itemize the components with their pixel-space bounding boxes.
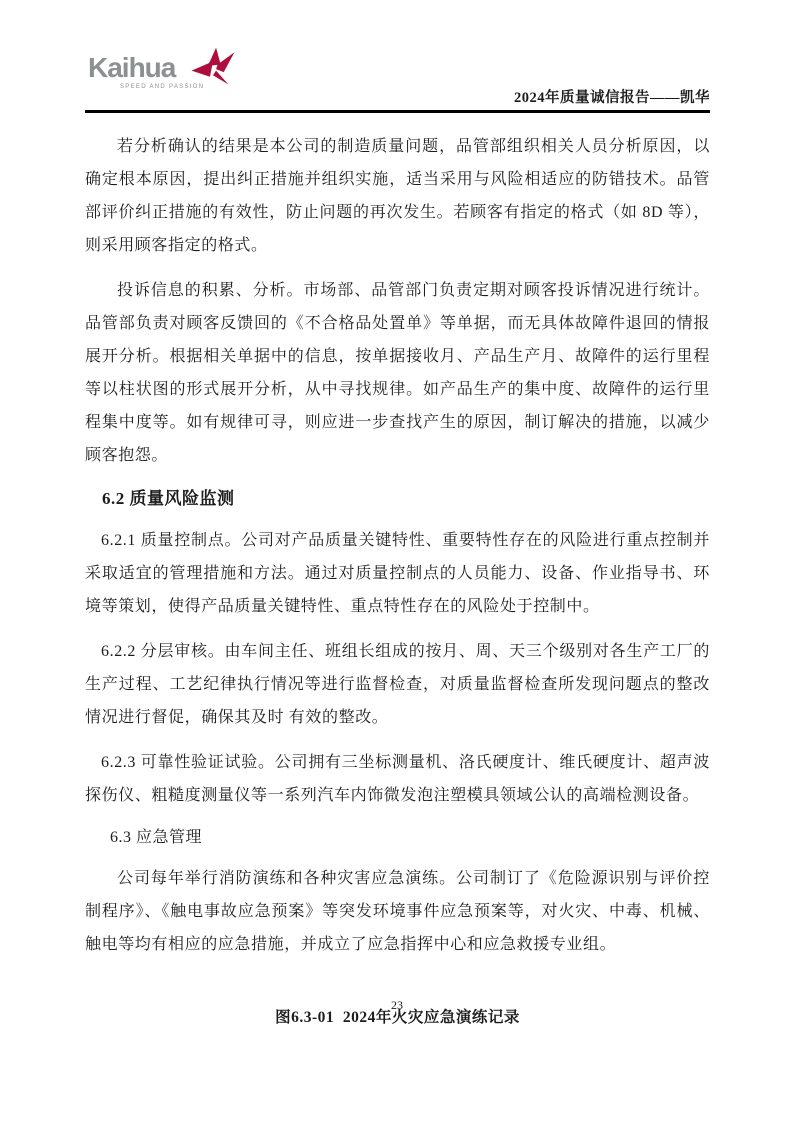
- paragraph-6-2-3-reliability-verification: 6.2.3 可靠性验证试验。公司拥有三坐标测量机、洛氏硬度计、维氏硬度计、超声波探伤仪、粗糙度测量仪等一系列汽车内饰微发泡注塑模具领域公认的高端检测设备。: [85, 754, 710, 804]
- section-heading-6-2: 6.2 质量风险监测: [102, 489, 235, 508]
- figure-caption-6-3-01: 图6.3-01 2024年火灾应急演练记录: [275, 1009, 520, 1026]
- paragraph-6-2-2-layered-audit: 6.2.2 分层审核。由车间主任、班组长组成的按月、周、天三个级别对各生产工厂的生产过程、工艺纪律执行情况等进行监督检查，对质量监督检查所发现问题点的整改情况进行督促，确保其及时 有效的整改。: [85, 643, 710, 726]
- kaihua-logo: [88, 53, 214, 90]
- logo-tagline: SPEED AND PASSION: [120, 84, 205, 90]
- paragraph-corrective-action: 若分析确认的结果是本公司的制造质量问题，品管部组织相关人员分析原因，以确定根本原因，提出纠正措施并组织实施，适当采用与风险相适应的防错技术。品管部评价纠正措施的有效性，防止问题的再次发生。若顾客有指定的格式（如 8D 等），则采用顾客指定的格式。: [85, 138, 710, 254]
- section-heading-6-3: 6.3 应急管理: [110, 829, 203, 846]
- report-header-title: 2024年质量诚信报告——凯华: [514, 90, 710, 106]
- page-number: 23: [391, 998, 403, 1012]
- logo-brand-text: Kaihua: [88, 52, 176, 83]
- paragraph-emergency-management: 公司每年举行消防演练和各种灾害应急演练。公司制订了《危险源识别与评价控制程序》、《触电事故应急预案》等突发环境事件应急预案等，对火灾、中毒、机械、触电等均有相应的应急措施，并成立了应急指挥中心和应急救援专业组。: [85, 870, 710, 953]
- paragraph-complaint-analysis: 投诉信息的积累、分析。市场部、品管部门负责定期对顾客投诉情况进行统计。品管部负责对顾客反馈回的《不合格品处置单》等单据，而无具体故障件退回的情报展开分析。根据相关单据中的信息，按单据接收月、产品生产月、故障件的运行里程等以柱状图的形式展开分析，从中寻找规律。如产品生产的集中度、故障件的运行里程集中度等。如有规律可寻，则应进一步查找产生的原因，制订解决的措施，以减少顾客抱怨。: [85, 282, 710, 464]
- hummingbird-icon: [190, 43, 236, 89]
- document-body: [85, 113, 710, 1027]
- page-header: [85, 52, 710, 113]
- paragraph-6-2-1-quality-control-points: 6.2.1 质量控制点。公司对产品质量关键特性、重要特性存在的风险进行重点控制并采取适宜的管理措施和方法。通过对质量控制点的人员能力、设备、作业指导书、环境等策划，使得产品质量关键特性、重点特性存在的风险处于控制中。: [85, 532, 710, 615]
